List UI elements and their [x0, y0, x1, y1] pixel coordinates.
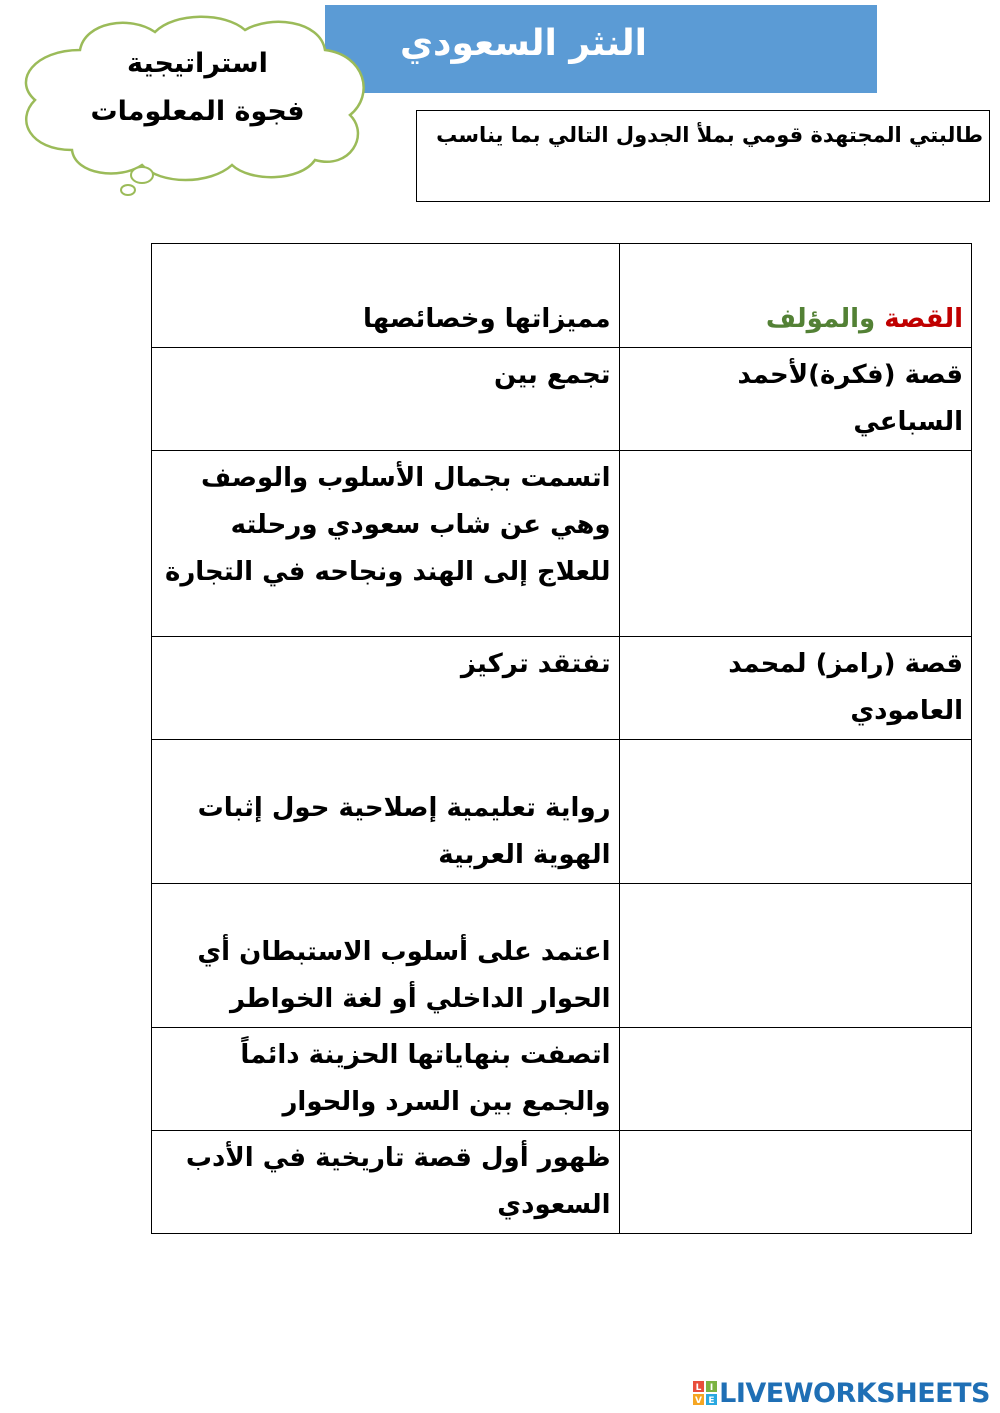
story-cell[interactable] [619, 1131, 971, 1234]
badge-letter-v: V [695, 1396, 703, 1405]
table-row [152, 884, 972, 1028]
table-row [152, 451, 972, 637]
badge-letter-l: L [695, 1383, 702, 1393]
worksheet-table [151, 243, 972, 1234]
badge-letter-i: I [709, 1383, 714, 1393]
story-cell[interactable] [619, 451, 971, 637]
features-cell: اتصفت بنهاياتها الحزينة دائماً والجمع بين السرد والحوار [152, 1028, 620, 1131]
header-story-author [619, 244, 971, 348]
features-cell: اعتمد على أسلوب الاستبطان أي الحوار الداخلي أو لغة الخواطر [152, 884, 620, 1028]
features-cell[interactable]: تفتقد تركيز [152, 637, 620, 740]
story-cell[interactable]: قصة (فكرة)لأحمد السباعي [619, 348, 971, 451]
badge-letter-e: E [708, 1396, 715, 1405]
story-cell[interactable] [619, 884, 971, 1028]
table-row [152, 637, 972, 740]
story-cell[interactable]: قصة (رامز) لمحمد العامودي [619, 637, 971, 740]
features-cell: اتسمت بجمال الأسلوب والوصف وهي عن شاب سعودي ورحلته للعلاج إلى الهند ونجاحه في التجارة [152, 451, 620, 637]
table-header-row [152, 244, 972, 348]
strategy-cloud [10, 10, 380, 200]
title-banner [325, 5, 877, 93]
liveworksheets-wordmark: LIVEWORKSHEETS [719, 1377, 990, 1409]
table-row [152, 1131, 972, 1234]
strategy-label [70, 40, 325, 136]
liveworksheets-logo [693, 1378, 990, 1408]
table-row [152, 740, 972, 884]
header-features: مميزاتها وخصائصها [152, 244, 620, 348]
features-cell[interactable]: تجمع بين [152, 348, 620, 451]
strategy-line-1: استراتيجية [127, 48, 268, 79]
table-row [152, 348, 972, 451]
header-story-word: القصة [884, 304, 963, 334]
table-row [152, 1028, 972, 1131]
story-cell[interactable] [619, 740, 971, 884]
features-cell: ظهور أول قصة تاريخية في الأدب السعودي [152, 1131, 620, 1234]
liveworksheets-badge-icon [693, 1381, 717, 1405]
instruction-box: طالبتي المجتهدة قومي بملأ الجدول التالي بما يناسب [416, 110, 990, 202]
header-author-word: والمؤلف [765, 304, 876, 334]
story-cell[interactable] [619, 1028, 971, 1131]
features-cell: رواية تعليمية إصلاحية حول إثبات الهوية العربية [152, 740, 620, 884]
strategy-line-2: فجوة المعلومات [90, 96, 305, 127]
page-title: النثر السعودي [399, 23, 648, 64]
